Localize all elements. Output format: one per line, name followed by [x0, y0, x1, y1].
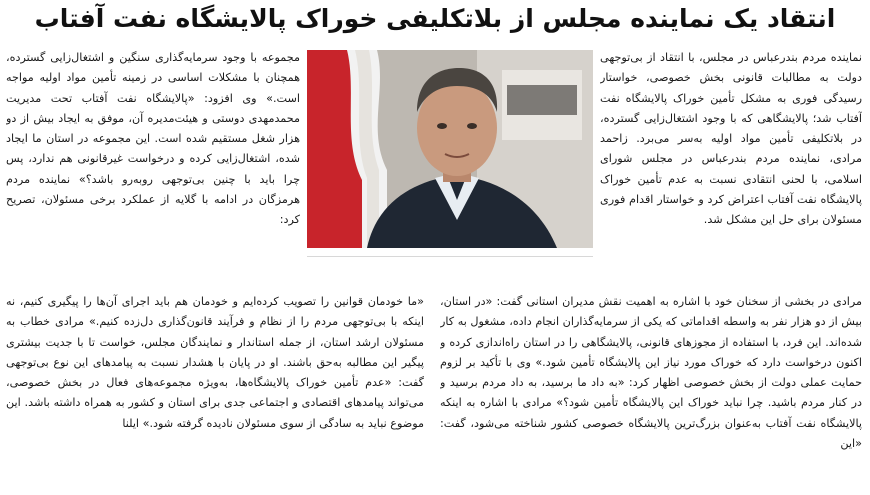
article-photo	[307, 50, 593, 248]
article-column-right	[600, 48, 862, 288]
photo-divider	[307, 256, 593, 257]
article-column-bottom-right	[440, 292, 862, 492]
article-paragraph-continued: مجموعه با وجود سرمایه‌گذاری سنگین و اشتغال‌زایی گسترده، همچنان با مشکلات اساسی در زمینه تأمین مواد اولیه مواجه است.» وی افزود: «پالایشگاه نفت آفتاب تحت مدیریت محمدمهدی دوستی و هیئت‌مدیره آن، موفق به ایجاد بیش از دو هزار شغل مستقیم شده است. این مجموعه در استان ما ایجاد شده، اشتغال‌زایی کرده و درخواست غیرقانونی هم ندارد، پس چرا باید با چنین بی‌توجهی روبه‌رو باشد؟» نماینده مردم هرمزگان در ادامه با گلایه از عملکرد برخی مسئولان، تصریح کرد:	[6, 51, 300, 227]
article-column-bottom-left	[6, 292, 424, 492]
article-paragraph-quote: مرادی در بخشی از سخنان خود با اشاره به اهمیت نقش مدیران استانی گفت: «در استان، بیش از دو هزار نفر به واسطه اقداماتی که یکی از سرمایه‌گذاران انجام داده، مشغول به کار شده‌اند. این فرد، با استفاده از مجوزهای قانونی، پالایشگاهی را در استان راه‌اندازی کرده و اکنون درخواست دارد که خوراک مورد نیاز این پالایشگاه تأمین شود.» وی با تأکید بر لزوم حمایت عملی دولت از بخش خصوصی اظهار کرد: «به داد ما برسید، به داد مردم برسید و در کنار مردم باشید. چرا نباید خوراک این پالایشگاه تأمین شود؟» مرادی با اشاره به اینکه پالایشگاه نفت آفتاب به‌عنوان بزرگ‌ترین پالایشگاه خصوصی کشور شناخته می‌شود، گفت: «این	[440, 295, 862, 451]
article-paragraph-closing: «ما خودمان قوانین را تصویب کرده‌ایم و خودمان هم باید اجرای آن‌ها را پیگیری کنیم، نه اینکه با بی‌توجهی مردم را از نظام و فرآیند قانون‌گذاری دل‌زده کنیم.» مرادی خطاب به مسئولان ارشد استان، از جمله استاندار و نمایندگان مجلس، خواست تا با جدیت بیشتری پیگیر این مطالبه به‌حق باشند. او در پایان با هشدار نسبت به پیامدهای این نوع بی‌توجهی گفت: «عدم تأمین خوراک پالایشگاه‌ها، به‌ویژه مجموعه‌های فعال در بخش خصوصی، می‌تواند پیامدهای اقتصادی و اجتماعی جدی برای استان و کشور به همراه داشته باشد. این موضوع نباید به سادگی از سوی مسئولان نادیده گرفته شود.» ایلنا	[6, 295, 424, 430]
article-headline: انتقاد یک نماینده مجلس از بلاتکلیفی خوراک پالایشگاه نفت آفتاب	[34, 4, 836, 33]
article-paragraph-intro: نماینده مردم بندرعباس در مجلس، با انتقاد از بی‌توجهی دولت به مطالبات قانونی بخش خصوصی، خواستار رسیدگی فوری به مشکل تأمین خوراک پالایشگاه نفت آفتاب شد؛ پالایشگاهی که با وجود اشتغال‌زایی گسترده، در بلاتکلیفی تأمین مواد اولیه به‌سر می‌برد. زاحمد مرادی، نماینده مردم بندرعباس در مجلس شورای اسلامی، با لحنی انتقادی نسبت به عدم تأمین خوراک پالایشگاه نفت آفتاب اعتراض کرد و خواستار اقدام فوری مسئولان برای حل این مشکل شد.	[600, 51, 862, 227]
article-column-left	[6, 48, 300, 288]
portrait-photo-icon	[307, 50, 593, 248]
